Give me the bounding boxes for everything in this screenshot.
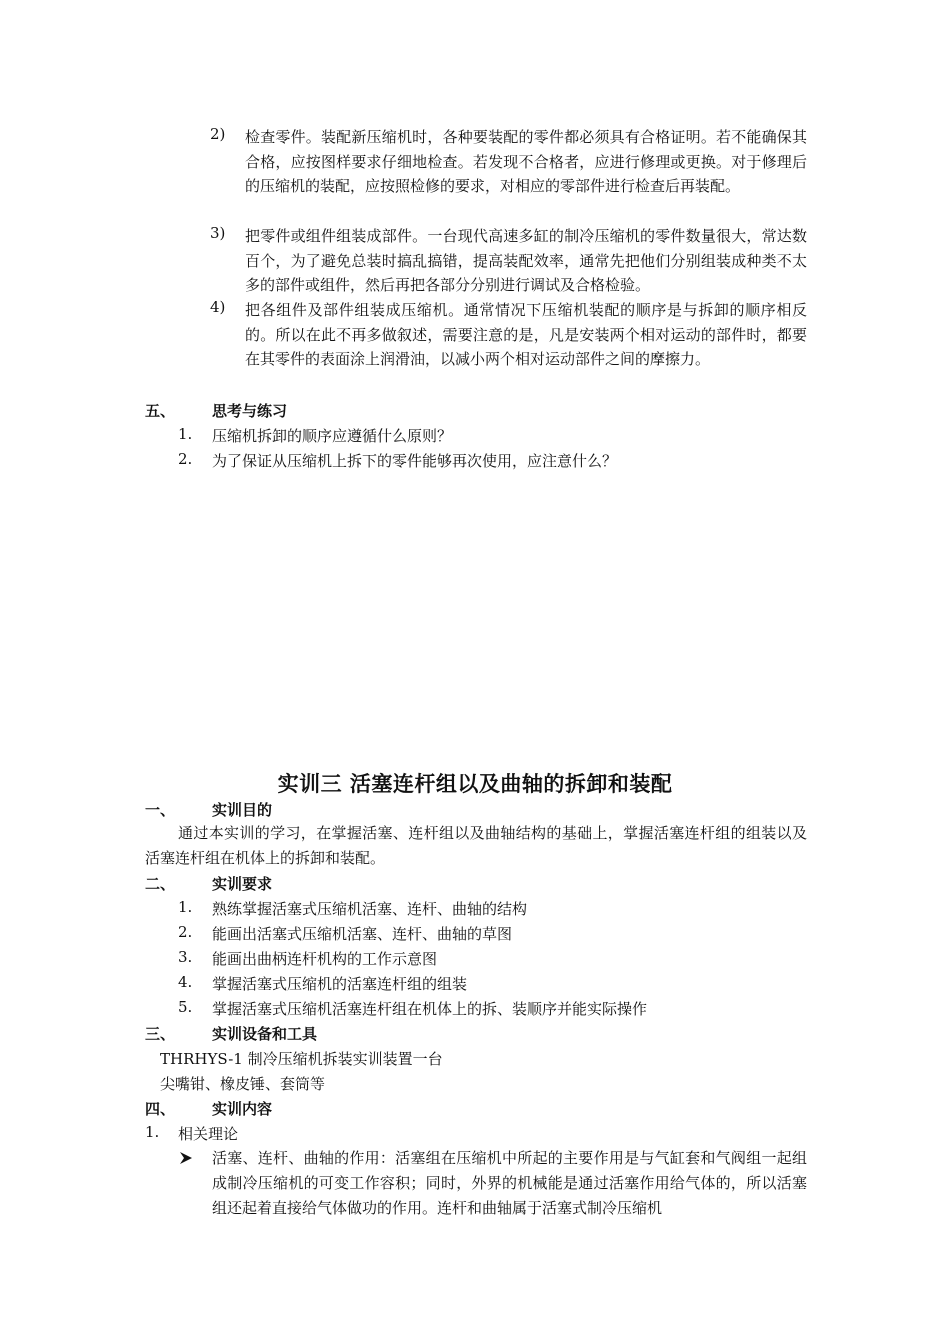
step-text: 检查零件。装配新压缩机时，各种要装配的零件都必须具有合格证明。若不能确保其合格，应按图样要求仔细地检查。若发现不合格者，应进行修理或更换。对于修理后的压缩机的装配，应按照检修的要求，对相应的零部件进行检查后再装配。 <box>245 128 807 195</box>
requirement-number: 2. <box>178 923 193 941</box>
requirement-text: 熟练掌握活塞式压缩机活塞、连杆、曲轴的结构 <box>212 900 528 918</box>
step-text: 把各组件及部件组装成压缩机。通常情况下压缩机装配的顺序是与拆卸的顺序相反的。所以在此不再多做叙述，需要注意的是，凡是安装两个相对运动的部件时，都要在其零件的表面涂上润滑油，以减小两个相对运动部件之间的摩擦力。 <box>245 301 807 368</box>
section-number: 一、 <box>145 801 176 819</box>
tools-line: 尖嘴钳、橡皮锤、套筒等 <box>160 1075 326 1093</box>
question-text: 压缩机拆卸的顺序应遵循什么原则？ <box>212 427 453 445</box>
section-title: 思考与练习 <box>212 402 288 420</box>
section-number: 四、 <box>145 1100 176 1118</box>
requirement-number: 1. <box>178 898 193 916</box>
equipment-line: THRHYS-1 制冷压缩机拆装实训装置一台 <box>160 1050 443 1068</box>
requirement-number: 3. <box>178 948 193 966</box>
requirement-text: 掌握活塞式压缩机活塞连杆组在机体上的拆、装顺序并能实际操作 <box>212 1000 648 1018</box>
theory-text: 活塞、连杆、曲轴的作用：活塞组在压缩机中所起的主要作用是与气缸套和气阀组一起组成制冷压缩机的可变工作容积；同时，外界的机械能是通过活塞作用给气体的，所以活塞组还起着直接给气体做功的作用。连杆和曲轴属于活塞式制冷压缩机 <box>212 1149 807 1217</box>
requirement-text: 能画出活塞式压缩机活塞、连杆、曲轴的草图 <box>212 925 513 943</box>
step-text: 把零件或组件组装成部件。一台现代高速多缸的制冷压缩机的零件数量很大，常达数百个，为了避免总装时搞乱搞错，提高装配效率，通常先把他们分别组装成种类不太多的部件或组件，然后再把各部分分别进行调试及合格检验。 <box>245 227 807 294</box>
step-number: 4) <box>210 298 226 316</box>
subheading-title: 相关理论 <box>178 1125 239 1143</box>
requirement-text: 能画出曲柄连杆机构的工作示意图 <box>212 950 438 968</box>
arrow-bullet-icon <box>178 1150 194 1166</box>
step-number: 3) <box>210 224 226 242</box>
requirement-number: 4. <box>178 973 193 991</box>
requirement-text: 掌握活塞式压缩机的活塞连杆组的组装 <box>212 975 468 993</box>
question-number: 2. <box>178 450 193 468</box>
objective-paragraph: 通过本实训的学习，在掌握活塞、连杆组以及曲轴结构的基础上，掌握活塞连杆组的组装以及活塞连杆组在机体上的拆卸和装配。 <box>145 824 807 867</box>
section-title: 实训目的 <box>212 801 273 819</box>
chapter-title: 实训三 活塞连杆组以及曲轴的拆卸和装配 <box>277 771 673 796</box>
section-title: 实训设备和工具 <box>212 1025 318 1043</box>
section-number: 五、 <box>145 402 176 420</box>
subheading-number: 1. <box>145 1123 160 1141</box>
section-number: 三、 <box>145 1025 176 1043</box>
step-number: 2) <box>210 125 226 143</box>
section-title: 实训要求 <box>212 875 273 893</box>
section-title: 实训内容 <box>212 1100 273 1118</box>
requirement-number: 5. <box>178 998 193 1016</box>
section-number: 二、 <box>145 875 176 893</box>
question-number: 1. <box>178 425 193 443</box>
question-text: 为了保证从压缩机上拆下的零件能够再次使用，应注意什么？ <box>212 452 618 470</box>
